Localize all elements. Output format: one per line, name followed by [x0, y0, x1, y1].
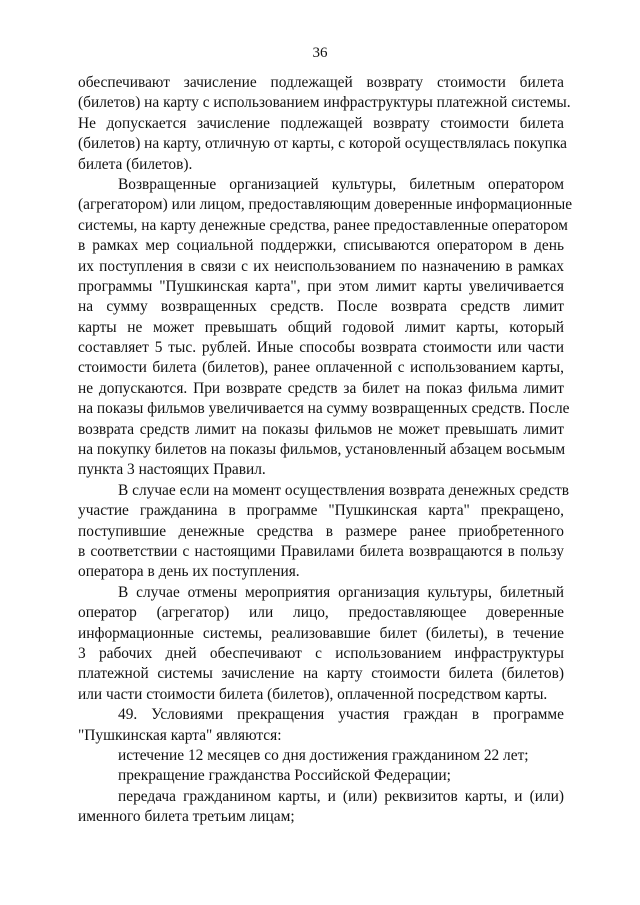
text-line: (билетов) на карту, отличную от карты, с которой осуществлялась покупка [78, 135, 567, 153]
text-line: В случае отмены мероприятия организация культуры, билетный [118, 583, 564, 601]
text-line: пункта 3 настоящих Правил. [78, 461, 266, 479]
paragraph-event-cancelled [78, 583, 564, 705]
text-line: (билетов) на карту с использованием инфраструктуры платежной системы. [78, 94, 571, 112]
text-line: 3 рабочих дней обеспечивают с использованием инфраструктуры [78, 644, 564, 662]
text-line: информационные системы, реализовавшие билет (билеты), в течение [78, 624, 564, 642]
text-line: участие гражданина в программе "Пушкинская карта" прекращено, [78, 502, 564, 520]
text-line: прекращение гражданства Российской Федерации; [118, 767, 451, 785]
text-line: (агрегатором) или лицом, предоставляющим доверенные информационные [78, 196, 573, 214]
text-line: или части стоимости билета (билетов), оплаченной посредством карты. [78, 685, 548, 703]
text-line: передача гражданином карты, и (или) реквизитов карты, и (или) [118, 787, 564, 805]
text-line: не допускаются. При возврате средств за билет на показ фильма лимит [78, 379, 564, 397]
text-line: оператора в день их поступления. [78, 563, 300, 581]
paragraph-participation-terminated [78, 481, 570, 583]
text-line: составляет 5 тыс. рублей. Иные способы возврата стоимости или части [78, 339, 564, 357]
text-line: Не допускается зачисление подлежащей возврату стоимости билета [78, 114, 564, 132]
text-line: 49. Условиями прекращения участия граждан в программе [118, 706, 564, 724]
text-line: в соответствии с настоящими Правилами билета возвращаются в пользу [78, 542, 564, 560]
text-line: истечение 12 месяцев со дня достижения гражданином 22 лет; [118, 746, 529, 764]
text-line: на показы фильмов увеличивается на сумму возвращенных средств. После [78, 400, 570, 418]
document-body [78, 73, 573, 827]
text-line: В случае если на момент осуществления возврата денежных средств [118, 481, 570, 499]
text-line: платежной системы зачисление на карту стоимости билета (билетов) [78, 665, 564, 683]
page-number: 36 [312, 45, 328, 61]
text-line: их поступления в связи с их неиспользованием по назначению в рамках [78, 257, 564, 275]
paragraph-condition-age [78, 746, 564, 766]
text-line: возврата средств лимит на показы фильмов не может превышать лимит [78, 420, 564, 438]
text-line: оператор (агрегатор) или лицо, предоставляющее доверенные [78, 604, 564, 622]
text-line: программы "Пушкинская карта", при этом лимит карты увеличивается [78, 277, 564, 295]
text-line: Возвращенные организацией культуры, билетным оператором [118, 175, 564, 193]
paragraph-condition-transfer [78, 787, 564, 828]
text-line: обеспечивают зачисление подлежащей возврату стоимости билета [78, 74, 564, 91]
paragraph-condition-citizenship [78, 766, 564, 786]
text-line: на покупку билетов на показы фильмов, установленный абзацем восьмым [78, 441, 566, 459]
paragraph-continuation [78, 73, 571, 175]
text-line: билета (билетов). [78, 155, 193, 173]
paragraph-clause-49 [78, 705, 564, 746]
text-line: системы, на карту денежные средства, ранее предоставленные оператором [78, 216, 568, 234]
text-line: "Пушкинская карта" являются: [78, 726, 282, 744]
text-line: именного билета третьим лицам; [78, 808, 295, 826]
text-line: в рамках мер социальной поддержки, списываются оператором в день [78, 237, 564, 255]
text-line: карты не может превышать общий годовой лимит карты, который [78, 318, 564, 336]
text-line: на сумму возвращенных средств. После возврата средств лимит [78, 298, 564, 316]
text-line: поступившие денежные средства в размере ранее приобретенного [78, 522, 564, 540]
paragraph-returned-funds [78, 175, 573, 481]
text-line: стоимости билета (билетов), ранее оплаченной с использованием карты, [78, 359, 564, 377]
